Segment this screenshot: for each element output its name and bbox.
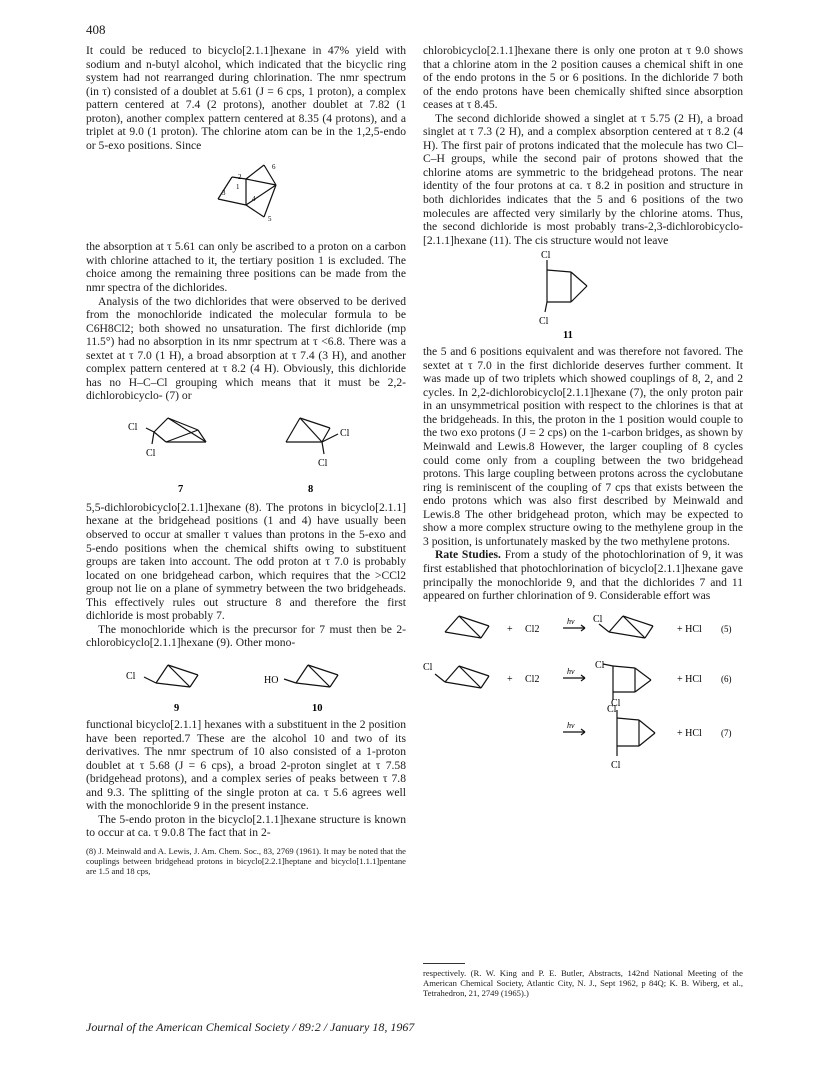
plus-sign: + [507,673,513,685]
section-heading: Rate Studies. [435,548,501,562]
chlorine-label: Cl [539,316,549,328]
chlorine-label: Cl [126,670,136,682]
right-footnote-block [423,968,743,998]
paragraph: the absorption at τ 5.61 can only be ascribed to a proton on a carbon with chlorine attached to it, the tertiary position 1 is excluded. The choice among the remaining three positions can be made from the nmr spectra of the dichlorides. [86,240,406,295]
chlorine-label: Cl [611,759,621,771]
paragraph: The second dichloride showed a singlet at τ 5.75 (2 H), a broad singlet at τ 7.3 (2 H), and a complex absorption centered at τ 8.2 (4 H). The first pair of protons indicated that the molecule has two Cl–C–H groups, while the second pair of protons showed that the chlorine atoms are symmetric to the bridgehead protons. The near identity of the four protons at ca. τ 8.2 in position and structure in both dichlorides indicates that the 5 and 6 positions of the two molecules are affected very similarly by the chlorine atoms. Thus, the second dichloride is most probably trans-2,3-dichlorobicyclo-[2.1.1]hexane (11). The cis structure would not leave [423,111,743,247]
paragraph: 5,5-dichlorobicyclo[2.1.1]hexane (8). The protons in bicyclo[2.1.1] hexane at the bridgehead positions (1 and 4) have usually been observed to occur at smaller τ values than protons in the 5-exo and 5-endo positions when the chemical shifts owing to substituent groups are taken into account. The odd proton at τ 7.0 is probably located on one bridgehead carbon, which requires that the >CCl2 group not lie on a plane of symmetry between the two bridgeheads. This effectively rules out structure 8 and therefore the first dichloride is most probably 7. [86,500,406,623]
chlorine-label: Cl [340,427,350,439]
hcl-product: + HCl [677,673,702,685]
paragraph: functional bicyclo[2.1.1] hexanes with a substituent in the 2 position have been reported.7 These are the alcohol 10 and two of its derivatives. The nmr spectrum of 10 also consisted of a 1-proton doublet at τ 5.68 (J = 6 cps), a broad 2-proton singlet at τ 7.58 (bridgehead protons), and a complex series of peaks between τ 7.8 and 9.3. The splitting of the single proton at ca. τ 5.6 agrees well with the monochloride 9 in the present instance. [86,717,406,813]
hydroxyl-label: HO [264,674,279,686]
paragraph: Analysis of the two dichlorides that were observed to be derived from the monochloride indicated the molecular formula to be C6H8Cl2; both showed no unsaturation. The first dichloride (mp 11.5°) had no absorption in its nmr spectrum at τ <6.8. There was a sextet at τ 7.0 (1 H), a broad absorption at τ 7.4 (3 H), and another complex pattern centered at τ 8.2 (4 H). Obviously, this dichloride has no H–C–Cl grouping which means that it must be 2,2-dichlorobicyclo- (7) or [86,294,406,403]
structures-7-8-figure [86,406,406,498]
chlorine-reagent: Cl2 [525,623,540,635]
chlorine-reagent: Cl2 [525,673,540,685]
footnote: respectively. (R. W. King and P. E. Butler, Abstracts, 142nd National Meeting of the American Chemical Society, Atlantic City, N. J., Sept 1962, p 84Q; K. B. Wiberg, et al., Tetrahedron, 21, 2749 (1965).) [423,968,743,998]
right-column [423,44,743,777]
structures-9-10-figure [86,653,406,715]
chlorine-label: Cl [607,703,617,715]
plus-sign: + [507,623,513,635]
left-column [86,44,406,876]
light-symbol: hν [567,666,575,676]
position-label: 1 [236,183,240,192]
chlorine-label: Cl [593,613,603,625]
position-label: 3 [222,189,226,198]
chlorine-label: Cl [318,457,328,469]
chlorine-label: Cl [146,447,156,459]
compound-label: 11 [563,330,573,342]
compound-label: 9 [174,702,180,714]
equation-number: (6) [721,673,732,684]
reaction-equations-figure [423,606,743,774]
chlorine-label: Cl [611,697,621,709]
compound-label: 10 [312,702,323,714]
equation-number: (5) [721,623,732,634]
position-label: 6 [272,163,276,172]
paragraph: Rate Studies. From a study of the photochlorination of 9, it was first established that photochlorination of bicyclo[2.1.1]hexane gave principally the monochloride 9, and that the dichlorides 7 and 11 appeared on further chlorination of 9. Considerable effort was [423,548,743,603]
paragraph: the 5 and 6 positions equivalent and was therefore not favored. The sextet at τ 7.0 in the first dichloride deserves further comment. It was made up of two triplets which showed couplings of 8, 2, and 2 cycles. In 2,2-dichlorobicyclo[2.1.1]hexane (7), the only proton pair in an unsymmetrical position with respect to the chlorines is that at the bridgeheads. In this, the proton in the 1 position would couple to the two exo protons (J = 2 cps) on the 1-carbon bridges, as shown by Meinwald and Lewis.8 However, the larger coupling of 8 cycles could come only from a coupling between the two bridgehead protons. This large coupling between protons across the cyclobutane ring is reminiscent of the coupling of 7 cps that exists between the endo protons which was also first described by Meinwald and Lewis.8 The other bridgehead proton, which may be expected to show a more complex structure owing to the methylene group in the 3 position, is unfortunately masked by the two methylene protons. [423,345,743,548]
hcl-product: + HCl [677,623,702,635]
position-label: 2 [238,173,242,182]
footnote-rule [423,963,465,964]
page-number: 408 [86,22,106,37]
light-symbol: hν [567,616,575,626]
chlorine-label: Cl [595,659,605,671]
position-label: 5 [268,215,272,224]
numbered-bicyclohexane-figure [86,155,406,237]
equation-number: (7) [721,727,732,738]
paragraph: The monochloride which is the precursor for 7 must then be 2-chlorobicyclo[2.1.1]hexane (9). Other mono- [86,622,406,650]
compound-label: 7 [178,483,184,495]
chlorine-label: Cl [541,250,551,262]
paragraph: chlorobicyclo[2.1.1]hexane there is only one proton at τ 9.0 shows that a chlorine atom in the 2 position causes a chemical shift in one of the endo protons in the 5 or 6 positions. In the dichloride 7 both of the endo protons have been chemically shifted since absorption ceases at τ 8.45. [423,44,743,112]
position-label: 4 [252,195,256,204]
paragraph: It could be reduced to bicyclo[2.1.1]hexane in 47% yield with sodium and n-butyl alcohol, which indicated that the bicyclic ring system had not rearranged during chlorination. The nmr spectrum (in τ) consisted of a doublet at 5.61 (J = 6 cps, 1 proton), a complex pattern centered at 7.4 (2 protons), another doublet at 7.82 (1 proton), another complex pattern centered at 8.35 (4 protons), and a triplet at 9.0 (1 proton). The chlorine atom can be in the 1,2,5-endo or 5-exo positions. Since [86,44,406,152]
light-symbol: hν [567,720,575,730]
compound-label: 8 [308,483,314,495]
paragraph: The 5-endo proton in the bicyclo[2.1.1]hexane structure is known to occur at ca. τ 9.0.8 The fact that in 2- [86,812,406,840]
hcl-product: + HCl [677,727,702,739]
chlorine-label: Cl [423,661,433,673]
structure-11-figure [423,250,743,342]
journal-footer: Journal of the American Chemical Society / 89:2 / January 18, 1967 [86,1020,415,1034]
chlorine-label: Cl [128,421,138,433]
footnote: (8) J. Meinwald and A. Lewis, J. Am. Chem. Soc., 83, 2769 (1961). It may be noted that the couplings between bridgehead protons in bicyclo[2.2.1]heptane and bicyclo[1.1.1]pentane are 1.5 and 18 cps, [86,845,406,876]
